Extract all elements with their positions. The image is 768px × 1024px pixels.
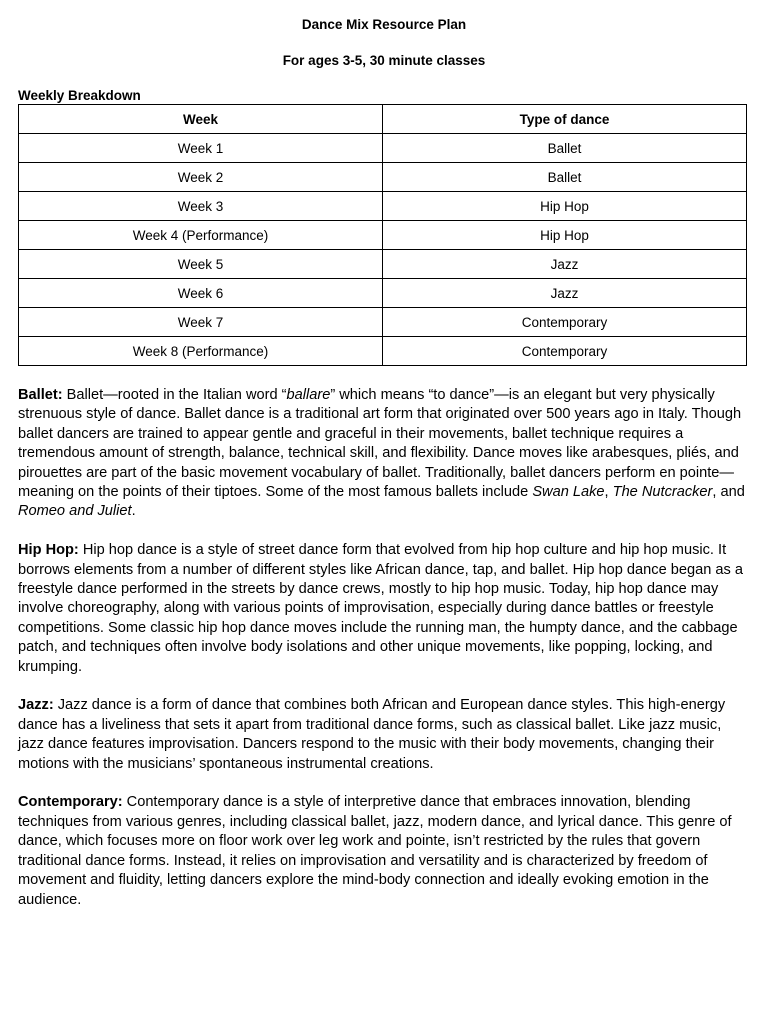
- ballet-text: .: [131, 503, 136, 520]
- dance-type-cell: Jazz: [383, 250, 747, 279]
- document-title: Dance Mix Resource Plan: [301, 17, 467, 32]
- ballet-title-nutcracker: The Nutcracker: [612, 484, 713, 501]
- week-cell: Week 7: [19, 308, 383, 337]
- dance-type-cell: Hip Hop: [383, 221, 747, 250]
- ballet-title-swan-lake: Swan Lake: [532, 484, 605, 501]
- dance-type-cell: Ballet: [383, 134, 747, 163]
- week-cell: Week 3: [19, 192, 383, 221]
- week-cell: Week 6: [19, 279, 383, 308]
- week-cell: Week 2: [19, 163, 383, 192]
- hip-hop-heading: Hip Hop:: [18, 542, 79, 559]
- column-header-type-of-dance: Type of dance: [383, 105, 747, 134]
- week-cell: Week 5: [19, 250, 383, 279]
- dance-descriptions: [18, 386, 750, 929]
- week-cell: Week 4 (Performance): [19, 221, 383, 250]
- contemporary-paragraph: [18, 793, 750, 909]
- table-row: [19, 221, 747, 250]
- ballet-text: ,: [604, 484, 613, 501]
- dance-type-cell: Jazz: [383, 279, 747, 308]
- table-row: [19, 192, 747, 221]
- ballet-text: , and: [712, 484, 745, 501]
- table-row: [19, 250, 747, 279]
- week-cell: Week 1: [19, 134, 383, 163]
- hip-hop-text: Hip hop dance is a style of street dance form that evolved from hip hop culture and hip hop music. It borrows elements from a number of different styles like African dance, tap, and ballet. Hip hop dance began as a freestyle dance performed in the streets by dance crews, mostly to hip hop music. Today, hip hop dance may involve choreography, along with various points of improvisation, especially during dance battles or freestyle competitions. Some classic hip hop dance moves include the running man, the humpty dance, and the cabbage patch, and techniques often involve body isolations and other unique movements, like popping, locking, and krumping.: [18, 542, 743, 675]
- jazz-paragraph: [18, 696, 750, 774]
- document-subtitle: For ages 3-5, 30 minute classes: [282, 53, 486, 68]
- table-row: [19, 163, 747, 192]
- dance-type-cell: Ballet: [383, 163, 747, 192]
- contemporary-heading: Contemporary:: [18, 794, 123, 811]
- ballare-term: ballare: [286, 387, 331, 403]
- table-header-row: [19, 105, 747, 134]
- weekly-breakdown-table: [18, 104, 747, 366]
- dance-type-cell: Contemporary: [383, 337, 747, 366]
- table-row: [19, 279, 747, 308]
- jazz-text: Jazz dance is a form of dance that combines both African and European dance styles. This high-energy dance has a liveliness that sets it apart from traditional dance forms, such as classical ballet. Like jazz music, jazz dance features improvisation. Dancers respond to the music with their body movements, changing their motions with the musicians’ spontaneous instrumental creations.: [18, 697, 726, 772]
- jazz-heading: Jazz:: [18, 697, 54, 714]
- table-row: [19, 308, 747, 337]
- hip-hop-paragraph: [18, 541, 750, 677]
- dance-type-cell: Hip Hop: [383, 192, 747, 221]
- ballet-title-romeo-and-juliet: Romeo and Juliet: [18, 503, 132, 520]
- ballet-text: Ballet—rooted in the Italian word “: [62, 387, 287, 403]
- ballet-text: ” which means “to dance”—is an elegant but very physically strenuous style of dance. Ballet dance is a traditional art form that originated over 500 years ago in Italy. Though ballet dancers are trained to appear gentle and graceful in their movements, ballet technique requires a tremendous amount of strength, balance, technical skill, and flexibility. Dance moves like arabesques, pliés, and pirouettes are part of the basic movement vocabulary of ballet. Traditionally, ballet dancers perform en pointe—meaning on the points of their tiptoes. Some of the most famous ballets include: [18, 387, 742, 501]
- column-header-week: Week: [19, 105, 383, 134]
- table-row: [19, 134, 747, 163]
- ballet-heading: Ballet:: [18, 387, 63, 403]
- ballet-paragraph: [18, 386, 750, 522]
- week-cell: Week 8 (Performance): [19, 337, 383, 366]
- dance-type-cell: Contemporary: [383, 308, 747, 337]
- contemporary-text: Contemporary dance is a style of interpretive dance that embraces innovation, blending techniques from various genres, including classical ballet, jazz, modern dance, and lyrical dance. This genre of dance, which focuses more on floor work over leg work and pointe, isn’t restricted by the rules that govern traditional dance forms. Instead, it relies on improvisation and versatility and is characterized by freedom of movement and fluidity, letting dancers explore the mind-body connection and ideally evoking emotion in the audience.: [18, 794, 732, 908]
- weekly-breakdown-label: Weekly Breakdown: [18, 88, 141, 103]
- table-row: [19, 337, 747, 366]
